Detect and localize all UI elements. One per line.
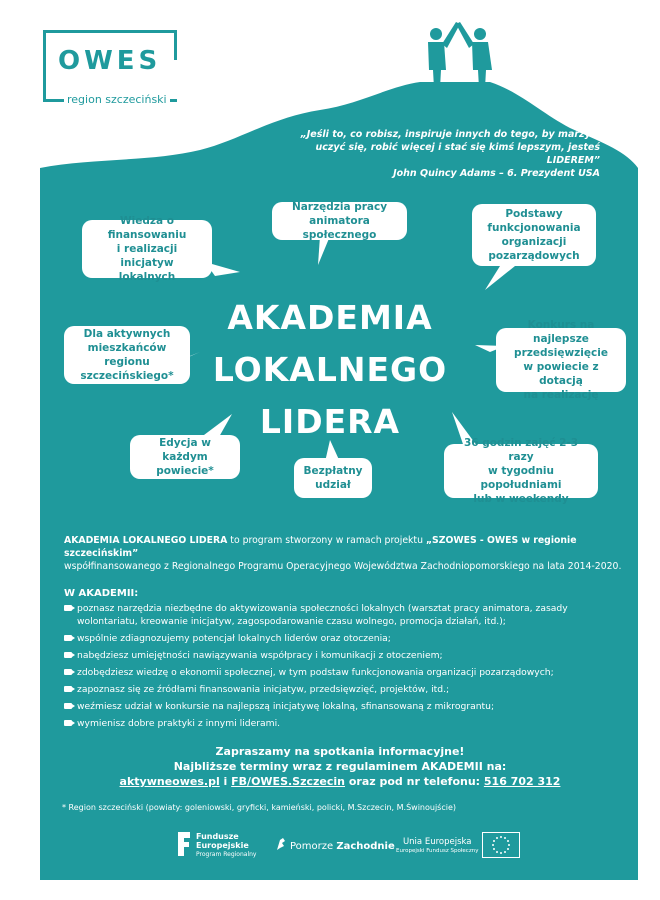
invitation	[80, 744, 600, 789]
eu-flag-icon	[482, 832, 520, 858]
list-item: weźmiesz udział w konkursie na najlepszą inicjatywę lokalną, sfinansowaną z mikrograntu;	[64, 700, 624, 713]
list-item: zdobędziesz wiedzę o ekonomii społecznej, w tym podstaw funkcjonowania organizacji pozarządowych;	[64, 666, 624, 679]
arrow-bullet-icon	[64, 652, 72, 658]
logo-subtitle: region szczeciński	[64, 93, 170, 106]
arrow-bullet-icon	[64, 669, 72, 675]
quote-line-2: uczyć się, robić więcej i stać się kimś lepszym, jesteś LIDEREM”	[315, 142, 600, 166]
list-item: zapoznasz się ze źródłami finansowania inicjatyw, przedsięwzięć, projektów, itd.;	[64, 683, 624, 696]
quote-author: John Quincy Adams – 6. Prezydent USA	[393, 168, 600, 179]
bubble-contest: Konkurs na najlepsze przedsięwzięcie w powiecie z dotacją na realizację	[496, 328, 626, 392]
arrow-bullet-icon	[64, 720, 72, 726]
list-item: nabędziesz umiejętności nawiązywania współpracy i komunikacji z otoczeniem;	[64, 649, 624, 662]
main-title: AKADEMIA LOKALNEGO LIDERA	[212, 298, 448, 441]
footnote: * Region szczeciński (powiaty: goleniowski, gryficki, kamieński, policki, M.Szczecin, M.Świnoujście)	[62, 803, 457, 812]
bubble-residents: Dla aktywnych mieszkańców regionu szczecińskiego*	[64, 326, 190, 384]
bubble-county: Edycja w każdym powiecie*	[130, 435, 240, 479]
pz-griffin-icon	[274, 836, 288, 852]
fe-logo-icon	[176, 830, 192, 858]
facebook-link[interactable]: FB/OWES.Szczecin	[231, 775, 346, 788]
quote-line-1: „Jeśli to, co robisz, inspiruje innych do tego, by marzyć,	[300, 129, 600, 140]
arrow-bullet-icon	[64, 605, 72, 611]
ue-logo-text: Unia Europejska Europejski Fundusz Społeczny	[396, 837, 479, 854]
people-silhouette	[428, 22, 492, 88]
bubble-tools: Narzędzia pracy animatora społecznego	[272, 202, 407, 240]
logo-name: OWES	[58, 46, 162, 76]
bubble-finance: Wiedza o finansowaniu i realizacji inicjatyw lokalnych	[82, 220, 212, 278]
leader-quote	[260, 128, 600, 180]
bubble-ngo: Podstawy funkcjonowania organizacji pozarządowych	[472, 204, 596, 266]
list-item: wymienisz dobre praktyki z innymi liderami.	[64, 717, 624, 730]
pz-logo-text: Pomorze Zachodnie	[290, 841, 395, 852]
invite-line-3: aktywneowes.pl i FB/OWES.Szczecin oraz pod nr telefonu: 516 702 312	[119, 775, 561, 788]
bubble-free: Bezpłatny udział	[294, 458, 372, 498]
bubble-hours: 36 godzin zajęć 2-3 razy w tygodniu popołudniami lub w weekendy	[444, 444, 598, 498]
list-heading: W AKADEMII:	[64, 588, 139, 599]
arrow-bullet-icon	[64, 703, 72, 709]
intro-paragraph: AKADEMIA LOKALNEGO LIDERA to program stworzony w ramach projektu „SZOWES - OWES w regionie szczecińskim” współfinansowanego z Regionalnego Programu Operacyjnego Województwa Zachodniopomorskiego na lata 2014-2020.	[64, 535, 622, 572]
invite-line-2: Najbliższe terminy wraz z regulaminem AKADEMII na:	[173, 760, 507, 773]
website-link[interactable]: aktywneowes.pl	[119, 775, 220, 788]
list-item: wspólnie zdiagnozujemy potencjał lokalnych liderów oraz otoczenia;	[64, 632, 624, 645]
fe-logo-text: Fundusze Europejskie Program Regionalny	[196, 832, 257, 858]
arrow-bullet-icon	[64, 686, 72, 692]
invite-line-1: Zapraszamy na spotkania informacyjne!	[215, 745, 465, 758]
benefits-list	[64, 602, 624, 734]
arrow-bullet-icon	[64, 635, 72, 641]
list-item: poznasz narzędzia niezbędne do aktywizowania społeczności lokalnych (warsztat pracy animatora, zasady wolontariatu, kreowanie inicjatyw, zagospodarowanie czasu wolnego, promocja działań, itd.);	[64, 602, 624, 628]
phone-number[interactable]: 516 702 312	[483, 775, 561, 788]
